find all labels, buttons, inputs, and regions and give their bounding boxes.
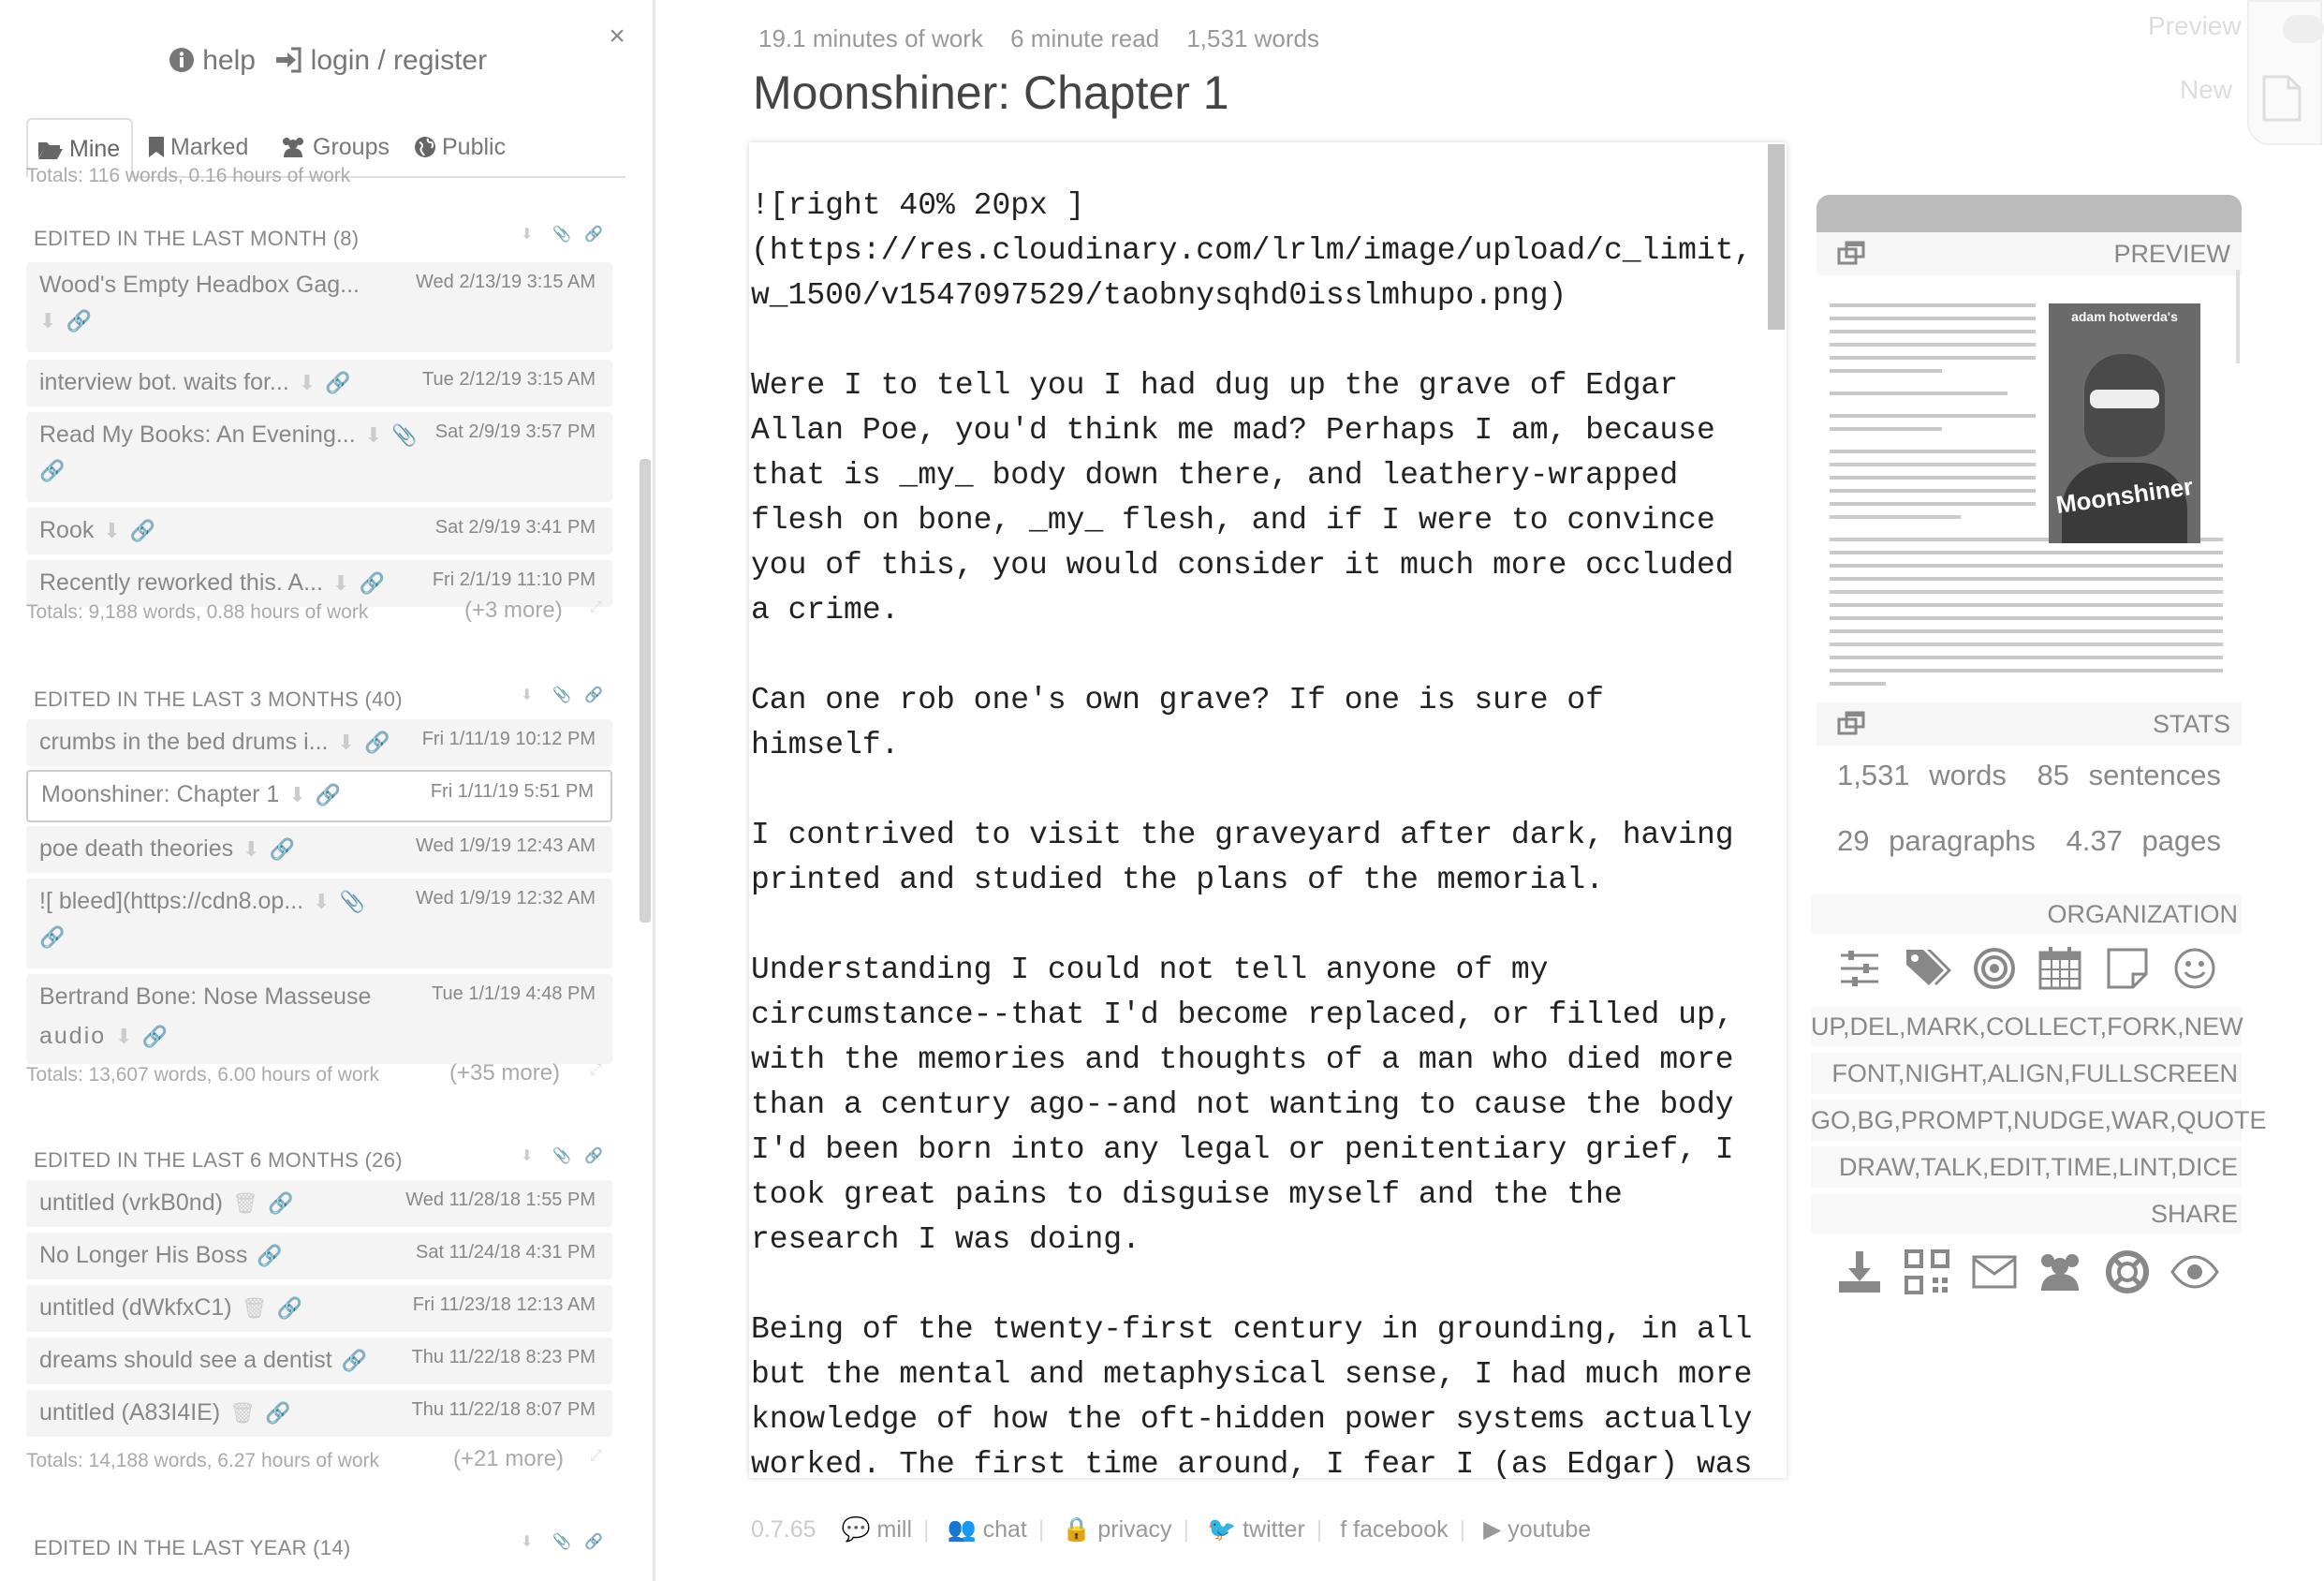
doc-action-icons[interactable]: 🗑 🔗: [231, 1191, 296, 1215]
editor[interactable]: [749, 142, 1787, 1482]
doc-title: No Longer His Boss 🔗: [39, 1242, 285, 1268]
list-item[interactable]: [26, 1180, 612, 1227]
tab-groups-label: Groups: [313, 134, 390, 160]
link-icon[interactable]: 🔗: [39, 925, 67, 949]
doc-date: Fri 2/1/19 11:10 PM: [432, 569, 596, 590]
list-item[interactable]: [26, 879, 612, 968]
show-more-link[interactable]: (+35 more): [449, 1060, 561, 1086]
sign-in-icon: [274, 47, 302, 73]
doc-action-icons[interactable]: 🔗: [257, 1244, 285, 1267]
command-row-1[interactable]: UP,DEL,MARK,COLLECT,FORK,NEW: [1811, 1006, 2242, 1047]
bookmark-icon: [148, 136, 165, 158]
list-item[interactable]: [26, 1337, 612, 1384]
preview-switch[interactable]: [2283, 15, 2324, 43]
doc-action-icons[interactable]: ⬇ 🔗: [103, 519, 158, 542]
work-time: 19.1 minutes of work: [758, 24, 983, 52]
download-icon[interactable]: [1835, 1248, 1884, 1296]
doc-action-icons[interactable]: 🗑 🔗: [229, 1401, 293, 1425]
eye-icon[interactable]: [2170, 1248, 2219, 1296]
list-item[interactable]: [26, 826, 612, 873]
doc-action-icons[interactable]: 🔗: [341, 1349, 370, 1372]
group-icon[interactable]: [2036, 1248, 2084, 1296]
download-icon[interactable]: ⬇: [521, 1534, 534, 1550]
sliders-icon[interactable]: [1835, 944, 1884, 993]
section-actions: [521, 686, 624, 712]
doc-title: Recently reworked this. A... ⬇ 🔗: [39, 569, 387, 596]
doc-date: Fri 11/23/18 12:13 AM: [412, 1294, 596, 1315]
stat-pages: 4.37 pages: [2066, 824, 2221, 857]
link-icon[interactable]: 🔗: [39, 459, 67, 482]
doc-date: Wed 1/9/19 12:43 AM: [416, 835, 596, 856]
list-item[interactable]: [26, 974, 612, 1064]
command-row-4[interactable]: DRAW,TALK,EDIT,TIME,LINT,DICE: [1811, 1146, 2242, 1188]
chat-link[interactable]: 👥 chat: [947, 1516, 1027, 1543]
doc-date: Sat 2/9/19 3:41 PM: [434, 517, 596, 538]
smile-icon[interactable]: [2170, 944, 2219, 993]
paperclip-icon[interactable]: 📎: [552, 687, 571, 703]
doc-title: Rook ⬇ 🔗: [39, 517, 158, 543]
doc-date: Thu 11/22/18 8:23 PM: [411, 1347, 596, 1367]
doc-action-icons[interactable]: ⬇ 🔗: [115, 1025, 170, 1048]
section-totals: Totals: 9,188 words, 0.88 hours of work: [26, 601, 369, 623]
doc-action-icons[interactable]: ⬇ 🔗: [288, 783, 344, 806]
stats-row-1: [1817, 759, 2242, 792]
doc-title: Wood's Empty Headbox Gag...: [39, 272, 360, 298]
section-totals: Totals: 13,607 words, 6.00 hours of work: [26, 1064, 380, 1086]
login-register-link[interactable]: [274, 45, 487, 77]
tab-public[interactable]: [414, 118, 506, 178]
footer: 0.7.65 💬 mill | 👥 chat | 🔒 privacy | 🐦 twitter | f facebook | ▶ youtube: [751, 1516, 1592, 1543]
list-item[interactable]: [26, 412, 612, 502]
preview-thumbnail[interactable]: [1820, 275, 2236, 701]
doc-date: Fri 1/11/19 10:12 PM: [421, 729, 596, 749]
section-actions: [521, 1146, 624, 1173]
doc-action-icons[interactable]: ⬇ 🔗: [298, 371, 353, 394]
editor-textarea[interactable]: ![right 40% 20px ] (https://res.cloudinary.com/lrlm/image/upload/c_limit, w_1500/v1547097529/taobnysqhd0isslmhupo.png) Were I to tell you I had dug up the grave of Edgar Allan Poe, you'd think me mad? Perhaps I am, because that is _my_ body down there, and leathery-wrapped flesh on bone, _my_ flesh, and if I were to convince you of this, you would consider it much more occluded a crime. Can one rob one's own grave? If one is sure of himself. I contrived to visit the graveyard after dark, having printed and studied the plans of the memorial. Understanding I could not tell anyone of my circumstance--that I'd become replaced, or filled up, with the memories and thoughts of a man who died more than a century ago--and not wanting to cause the body I'd been born into any legal or penitentiary grief, I took great pains to disguise myself and the the research I was doing. Being of the twenty-first century in grounding, in all but the mental and metaphysical sense, I had much more knowledge of how the oft-hidden power systems actually worked. The first time around, I fear I (as Edgar) was: [751, 188, 1753, 1482]
doc-date: Sat 2/9/19 3:57 PM: [434, 421, 596, 442]
page-title[interactable]: Moonshiner: Chapter 1: [753, 66, 1229, 119]
doc-date: Tue 1/1/19 4:48 PM: [432, 983, 596, 1004]
doc-title: untitled (vrkB0nd) 🗑 🔗: [39, 1189, 296, 1216]
read-time: 6 minute read: [1010, 24, 1160, 52]
doc-action-icons[interactable]: ⬇ 🔗: [243, 837, 298, 861]
tags-icon[interactable]: [1903, 944, 1951, 993]
globe-icon: [414, 136, 436, 158]
tab-marked-label: Marked: [170, 134, 249, 160]
doc-action-icons[interactable]: ⬇ 📎: [313, 890, 368, 913]
qrcode-icon[interactable]: [1903, 1248, 1951, 1296]
doc-action-icons[interactable]: ⬇ 🔗: [337, 731, 392, 754]
share-header: SHARE: [1811, 1193, 2242, 1234]
tab-public-label: Public: [442, 134, 507, 160]
organization-header: ORGANIZATION: [1811, 894, 2242, 935]
top-right-controls: [2247, 0, 2322, 145]
doc-date: Thu 11/22/18 8:07 PM: [411, 1399, 596, 1420]
doc-title: Bertrand Bone: Nose Masseuse: [39, 983, 372, 1010]
twitter-link[interactable]: 🐦 twitter: [1207, 1516, 1305, 1543]
sidebar: [0, 0, 655, 1581]
sidebar-top-links: [0, 45, 655, 77]
editor-scrollbar[interactable]: [1768, 144, 1785, 330]
doc-title: untitled (dWkfxC1) 🗑 🔗: [39, 1294, 305, 1321]
youtube-link[interactable]: ▶ youtube: [1483, 1516, 1592, 1543]
download-icon[interactable]: ⬇: [521, 227, 534, 243]
list-item[interactable]: [26, 1285, 612, 1332]
doc-date: Tue 2/12/19 3:15 AM: [422, 369, 596, 390]
doc-date: Wed 1/9/19 12:32 AM: [416, 888, 596, 909]
list-item[interactable]: [26, 262, 612, 352]
target-icon[interactable]: [1970, 944, 2019, 993]
section-heading-last-6-months: EDITED IN THE LAST 6 MONTHS (26): [34, 1148, 403, 1172]
section-actions: [521, 225, 624, 251]
window-restore-icon[interactable]: [1837, 710, 1865, 736]
doc-title: dreams should see a dentist 🔗: [39, 1347, 370, 1373]
doc-title: Read My Books: An Evening... ⬇ 📎: [39, 421, 419, 448]
list-item-selected[interactable]: [26, 770, 612, 822]
preview-scrollbar[interactable]: [2236, 270, 2240, 363]
stats-label: STATS: [2152, 710, 2230, 738]
doc-title: interview bot. waits for... ⬇ 🔗: [39, 369, 353, 395]
doc-action-icons[interactable]: 🗑 🔗: [241, 1296, 305, 1320]
document-meta: [758, 24, 1340, 53]
stats-row-2: [1817, 824, 2242, 858]
users-icon: [279, 136, 307, 158]
list-item[interactable]: [26, 1233, 612, 1279]
paperclip-icon[interactable]: 📎: [552, 1148, 571, 1164]
section-totals: Totals: 14,188 words, 6.27 hours of work: [26, 1450, 380, 1471]
doc-date: Sat 11/24/18 4:31 PM: [416, 1242, 596, 1263]
stat-sentences: 85 sentences: [2037, 759, 2221, 791]
paperclip-icon[interactable]: 📎: [552, 1534, 571, 1550]
login-register-label: login / register: [310, 45, 488, 76]
new-page-icon[interactable]: [2262, 75, 2302, 122]
link-icon[interactable]: 🔗: [584, 1148, 603, 1164]
command-row-3[interactable]: GO,BG,PROMPT,NUDGE,WAR,QUOTE: [1811, 1100, 2242, 1141]
panel-top-bar: [1817, 195, 2242, 232]
organization-icons: [1835, 944, 2238, 997]
new-document-button[interactable]: New: [2180, 75, 2233, 104]
calendar-icon[interactable]: [2036, 944, 2084, 993]
link-icon[interactable]: 🔗: [584, 687, 603, 703]
doc-title-continued: audio ⬇ 🔗: [39, 1023, 170, 1049]
doc-list[interactable]: [0, 165, 655, 1559]
cover-caption-top: adam hotwerda's: [2071, 309, 2178, 324]
expand-icon[interactable]: ⤢: [590, 1062, 602, 1078]
sidebar-scrollbar[interactable]: [640, 459, 651, 923]
lifebuoy-icon[interactable]: [2103, 1248, 2152, 1296]
link-icon[interactable]: 🔗: [584, 1534, 603, 1550]
download-icon[interactable]: ⬇: [521, 687, 534, 703]
stat-paragraphs: 29 paragraphs: [1836, 824, 2036, 857]
doc-title: poe death theories ⬇ 🔗: [39, 835, 298, 862]
command-row-2[interactable]: FONT,NIGHT,ALIGN,FULLSCREEN: [1811, 1053, 2242, 1094]
doc-action-icons[interactable]: ⬇ 🔗: [331, 571, 387, 595]
sticky-note-icon[interactable]: [2103, 944, 2152, 993]
close-sidebar-button[interactable]: ×: [609, 21, 625, 52]
section-heading-last-year: EDITED IN THE LAST YEAR (14): [34, 1536, 351, 1559]
preview-header: [1817, 232, 2242, 275]
section-heading-last-month: EDITED IN THE LAST MONTH (8): [34, 227, 360, 250]
link-icon[interactable]: 🔗: [584, 227, 603, 243]
list-item[interactable]: [26, 719, 612, 766]
expand-icon[interactable]: ⤢: [590, 1448, 602, 1464]
clipped-totals: Totals: 116 words, 0.16 hours of work: [26, 165, 351, 186]
paperclip-icon[interactable]: 📎: [552, 227, 571, 243]
show-more-link[interactable]: (+21 more): [453, 1446, 565, 1471]
preview-cover-image: [2049, 303, 2200, 543]
window-restore-icon[interactable]: [1837, 240, 1865, 266]
tab-mine-label: Mine: [69, 136, 121, 162]
doc-title: untitled (A83I4IE) 🗑 🔗: [39, 1399, 293, 1426]
doc-date: Wed 2/13/19 3:15 AM: [416, 272, 596, 292]
version-label: 0.7.65: [751, 1516, 816, 1543]
expand-icon[interactable]: ⤢: [590, 599, 602, 615]
list-item[interactable]: [26, 1390, 612, 1437]
word-count: 1,531 words: [1186, 24, 1319, 52]
doc-action-icons[interactable]: ⬇ 📎: [364, 423, 419, 447]
doc-date: Wed 11/28/18 1:55 PM: [405, 1189, 596, 1210]
section-actions: [521, 1532, 624, 1559]
mill-link[interactable]: 💬 mill: [841, 1516, 913, 1543]
doc-date: Fri 1/11/19 5:51 PM: [430, 781, 594, 802]
show-more-link[interactable]: (+3 more): [464, 598, 563, 623]
list-item[interactable]: [26, 508, 612, 554]
download-icon[interactable]: ⬇: [521, 1148, 534, 1164]
doc-title: crumbs in the bed drums i... ⬇ 🔗: [39, 729, 392, 755]
folder-open-icon: [37, 140, 64, 160]
share-icons: [1835, 1248, 2238, 1300]
stats-header: [1817, 702, 2242, 746]
preview-label: PREVIEW: [2113, 240, 2230, 268]
section-heading-last-3-months: EDITED IN THE LAST 3 MONTHS (40): [34, 687, 403, 711]
stat-words: 1,531 words: [1837, 759, 2007, 791]
doc-title: Moonshiner: Chapter 1 ⬇ 🔗: [41, 781, 344, 807]
list-item[interactable]: [26, 360, 612, 406]
help-label: help: [202, 45, 256, 76]
doc-title: ![ bleed](https://cdn8.op... ⬇ 📎: [39, 888, 368, 914]
info-icon: [169, 47, 195, 73]
help-link[interactable]: [169, 45, 256, 77]
envelope-icon[interactable]: [1970, 1248, 2019, 1296]
facebook-link[interactable]: f facebook: [1340, 1516, 1449, 1543]
privacy-link[interactable]: 🔒 privacy: [1062, 1516, 1172, 1543]
doc-action-icons[interactable]: ⬇ 🔗: [39, 309, 94, 332]
preview-toggle[interactable]: Preview: [2148, 11, 2242, 40]
cover-caption-title: Moonshiner: [2053, 471, 2195, 520]
